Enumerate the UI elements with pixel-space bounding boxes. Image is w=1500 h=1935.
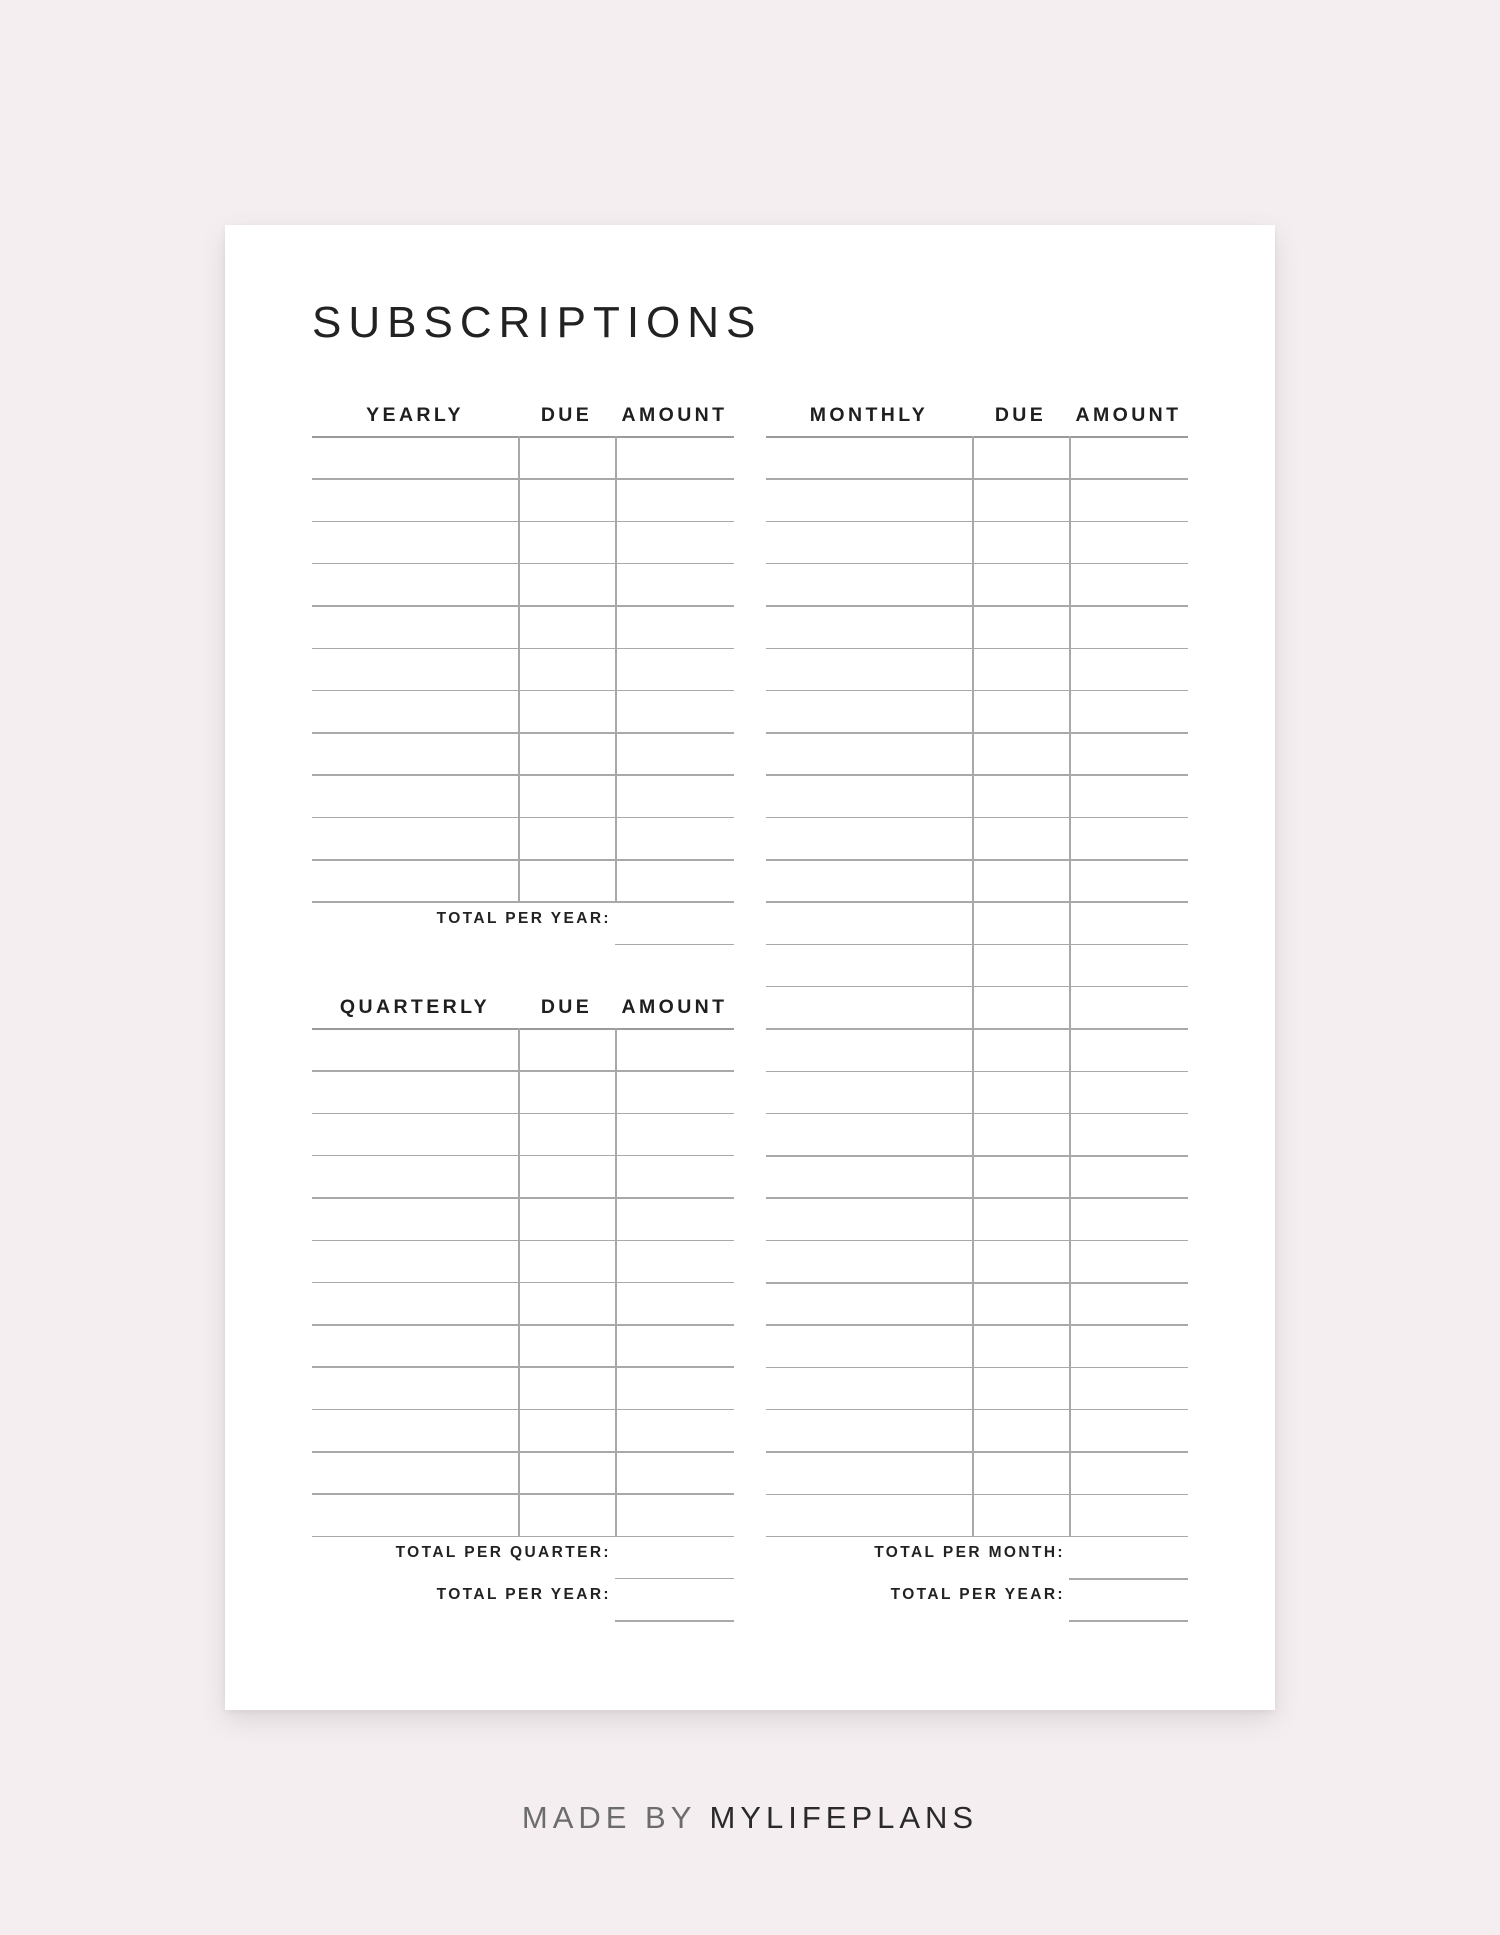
quarterly-header-due: DUE — [540, 996, 593, 1018]
table-row[interactable] — [766, 1451, 1188, 1453]
table-row[interactable] — [766, 1028, 1188, 1030]
table-row[interactable] — [766, 1409, 1188, 1411]
monthly-total-field[interactable] — [1069, 1620, 1188, 1622]
monthly-column-divider — [1069, 436, 1071, 1536]
table-row[interactable] — [766, 1282, 1188, 1284]
quarterly-table — [312, 986, 734, 1626]
quarterly-header-amount: AMOUNT — [621, 996, 728, 1018]
table-row[interactable] — [766, 478, 1188, 480]
monthly-total-field[interactable] — [1069, 1578, 1188, 1580]
table-row[interactable] — [766, 1071, 1188, 1073]
table-row[interactable] — [766, 1367, 1188, 1369]
table-row[interactable] — [312, 1113, 734, 1115]
table-row[interactable] — [766, 563, 1188, 565]
table-row[interactable] — [312, 1240, 734, 1242]
quarterly-column-divider — [615, 1028, 617, 1536]
monthly-table — [766, 394, 1188, 1624]
monthly-column-divider — [972, 436, 974, 1536]
monthly-header-due: DUE — [994, 404, 1047, 426]
table-row[interactable] — [766, 732, 1188, 734]
table-row[interactable] — [312, 521, 734, 523]
table-row[interactable] — [312, 1282, 734, 1284]
table-row[interactable] — [766, 1324, 1188, 1326]
table-row[interactable] — [312, 478, 734, 480]
table-row[interactable] — [766, 859, 1188, 861]
table-row[interactable] — [766, 944, 1188, 946]
table-row[interactable] — [766, 1113, 1188, 1115]
table-row[interactable] — [312, 774, 734, 776]
table-row[interactable] — [766, 1536, 1188, 1538]
table-row[interactable] — [312, 648, 734, 650]
table-row[interactable] — [312, 1451, 734, 1453]
table-row[interactable] — [312, 859, 734, 861]
yearly-column-divider — [615, 436, 617, 901]
table-row[interactable] — [312, 1366, 734, 1368]
page-title: SUBSCRIPTIONS — [312, 298, 763, 347]
yearly-header-amount: AMOUNT — [621, 404, 728, 426]
table-row[interactable] — [312, 1493, 734, 1495]
quarterly-header-rule — [312, 1028, 734, 1030]
yearly-column-divider — [518, 436, 520, 901]
table-row[interactable] — [312, 1324, 734, 1326]
table-row[interactable] — [766, 521, 1188, 523]
quarterly-column-divider — [518, 1028, 520, 1536]
table-row[interactable] — [312, 1070, 734, 1072]
table-row[interactable] — [766, 1155, 1188, 1157]
table-row[interactable] — [766, 1494, 1188, 1496]
table-row[interactable] — [312, 563, 734, 565]
quarterly-header-category: QUARTERLY — [339, 996, 491, 1018]
yearly-table — [312, 394, 734, 954]
table-row[interactable] — [766, 901, 1188, 903]
table-row[interactable] — [312, 690, 734, 692]
table-row[interactable] — [312, 1155, 734, 1157]
monthly-header-rule — [766, 436, 1188, 438]
quarterly-total-field[interactable] — [615, 1620, 734, 1622]
table-row[interactable] — [766, 1197, 1188, 1199]
quarterly-total-label: TOTAL PER YEAR: — [436, 1586, 611, 1604]
monthly-total-label: TOTAL PER YEAR: — [890, 1586, 1065, 1604]
yearly-header-category: YEARLY — [366, 404, 464, 426]
table-row[interactable] — [312, 1536, 734, 1538]
quarterly-total-field[interactable] — [615, 1578, 734, 1580]
table-row[interactable] — [312, 605, 734, 607]
table-row[interactable] — [766, 690, 1188, 692]
yearly-header-due: DUE — [540, 404, 593, 426]
yearly-header-rule — [312, 436, 734, 438]
table-row[interactable] — [312, 1409, 734, 1411]
footer-brand: MYLIFEPLANS — [709, 1800, 979, 1835]
table-row[interactable] — [312, 901, 734, 903]
yearly-total-label: TOTAL PER YEAR: — [436, 909, 611, 927]
footer-credit — [0, 1800, 1500, 1836]
quarterly-total-label: TOTAL PER QUARTER: — [395, 1543, 611, 1561]
table-row[interactable] — [766, 1240, 1188, 1242]
monthly-total-label: TOTAL PER MONTH: — [874, 1544, 1065, 1562]
footer-prefix: MADE BY — [521, 1800, 696, 1835]
monthly-header-category: MONTHLY — [809, 404, 929, 426]
monthly-header-amount: AMOUNT — [1075, 404, 1182, 426]
table-row[interactable] — [766, 817, 1188, 819]
table-row[interactable] — [766, 774, 1188, 776]
table-row[interactable] — [312, 817, 734, 819]
table-row[interactable] — [312, 732, 734, 734]
table-row[interactable] — [766, 605, 1188, 607]
table-row[interactable] — [766, 986, 1188, 988]
yearly-total-field[interactable] — [615, 944, 734, 946]
table-row[interactable] — [766, 648, 1188, 650]
table-row[interactable] — [312, 1197, 734, 1199]
